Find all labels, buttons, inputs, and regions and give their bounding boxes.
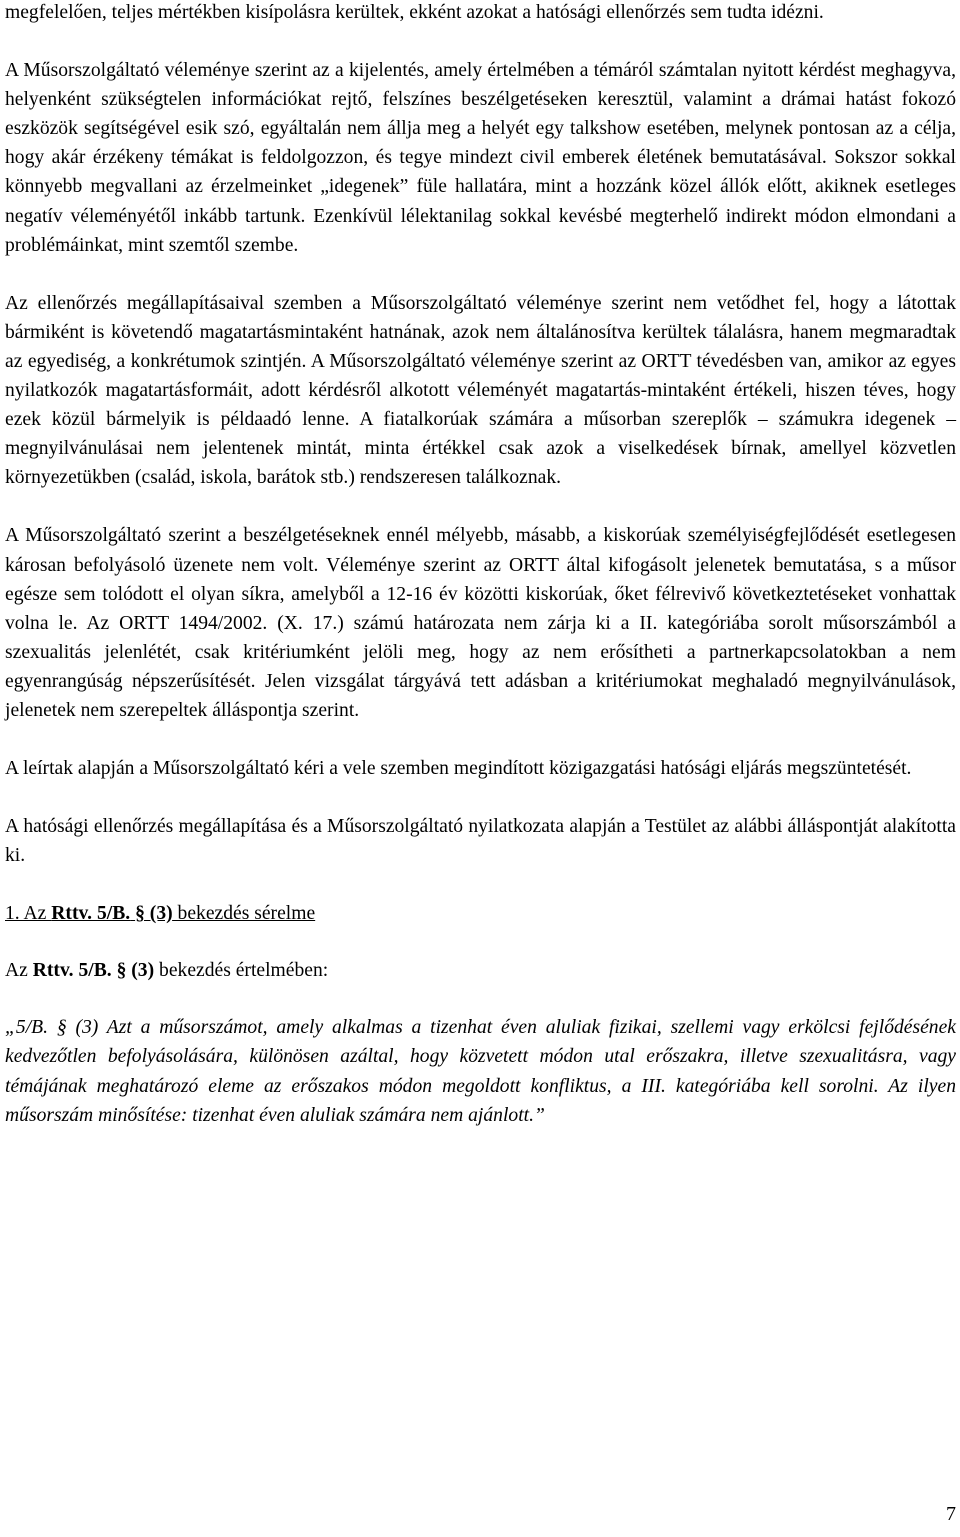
law-reference <box>5 956 956 985</box>
law-reference-suffix: bekezdés értelmében: <box>154 960 329 982</box>
paragraph-5: A leírtak alapján a Műsorszolgáltató kéri a vele szemben megindított közigazgatási hatósági eljárás megszüntetését. <box>5 758 912 780</box>
section-heading <box>5 899 956 928</box>
law-reference-law: Rttv. 5/B. <box>32 960 112 982</box>
paragraph-3: Az ellenőrzés megállapításaival szemben a Műsorszolgáltató véleménye szerint nem vetődhet fel, hogy a látottak bármiként is követendő magatartásmintaként hatnának, azok nem általánosítva kerültek tálalásra, hanem megmaradtak az egyediség, a konkrétumok szintjén. A Műsorszolgáltató véleménye szerint az ORTT tévedésben van, amikor az egyes nyilatkozók magatartásformáit, adott kérdésről alkotott véleményét magatartás-mintaként értékeli, hiszen téves, hogy ezek közül bármelyik is példaadó lenne. A fiatalkorúak számára a műsorban szereplők – számukra idegenek – megnyilvánulásai nem jelentenek mintát, minta értékkel csak azok a viselkedések bírnak, amellyel közvetlen környezetükben (család, iskola, barátok stb.) rendszeresen találkoznak. <box>5 292 956 489</box>
paragraph-1: megfelelően, teljes mértékben kisípolásra kerültek, ekként azokat a hatósági ellenőrzés sem tudta idézni. <box>5 2 824 23</box>
paragraph-6: A hatósági ellenőrzés megállapítása és a Műsorszolgáltató nyilatkozata alapján a Testület az alábbi álláspontját alakította ki. <box>5 816 956 867</box>
law-quote: „5/B. § (3) Azt a műsorszámot, amely alkalmas a tizenhat éven aluliak fizikai, szellemi vagy erkölcsi fejlődésének kedvezőtlen befolyásolására, különösen azáltal, hogy közvetett módon utal erőszakra, illetve szexualitásra, vagy témájának meghatározó eleme az erőszakos módon megoldott konfliktus, a III. kategóriába kell sorolni. Az ilyen műsorszám minősítése: tizenhat éven aluliak számára nem ajánlott.” <box>5 1017 956 1126</box>
document-body <box>5 0 956 1130</box>
page-number: 7 <box>946 1503 956 1525</box>
paragraph-4: A Műsorszolgáltató szerint a beszélgetéseknek ennél mélyebb, másabb, a kiskorúak személyiségfejlődését esetlegesen károsan befolyásoló üzenete nem volt. Véleménye szerint az ORTT által kifogásolt jelenetek bemutatása, s a műsor egésze sem tolódott el olyan síkra, amelyből a 12-16 év közötti kiskorúak, őket félrevivő következtetéseket vonhattak volna le. Az ORTT 1494/2002. (X. 17.) számú határozata nem zárja ki a II. kategóriába sorolt műsorszámból a szexualitás jelenlétét, csak kritériumként jelöli meg, hogy az nem erősítheti a partnerkapcsolatokban a nem egyenrangúság népszerűsítését. Jelen vizsgálat tárgyává tett adásban a kritériumokat meghaladó megnyilvánulások, jelenetek nem szerepeltek álláspontja szerint. <box>5 525 956 721</box>
section-heading-prefix: 1. Az <box>5 903 52 925</box>
section-heading-paragraph: § (3) <box>135 903 173 925</box>
law-reference-paragraph: § (3) <box>116 960 155 982</box>
paragraph-2: A Műsorszolgáltató véleménye szerint az a kijelentés, amely értelmében a témáról számtalan nyitott kérdést meghagyva, helyenként szükségtelen információkat rejtő, felszínes beszélgetéseken keresztül, valamint a drámai hatást fokozó eszközök segítségével esik szó, egyáltalán nem állja meg a helyét egy talkshow esetében, melynek pontosan az a célja, hogy akár érzékeny témákat is feldolgozzon, és tegye mindezt civil emberek életének bemutatásával. Sokszor sokkal könnyebb megvallani az érzelmeinket „idegenek” füle hallatára, mint a hozzánk közel állók előtt, akiknek esetleges negatív véleményétől inkább tartunk. Ezenkívül lélektanilag sokkal kevésbé megterhelő indirekt módon elmondani a problémáinkat, mint szemtől szembe. <box>5 60 956 256</box>
section-heading-suffix: bekezdés sérelme <box>172 903 316 925</box>
section-heading-law: Rttv. 5/B. <box>51 903 131 925</box>
law-reference-prefix: Az <box>5 960 33 982</box>
